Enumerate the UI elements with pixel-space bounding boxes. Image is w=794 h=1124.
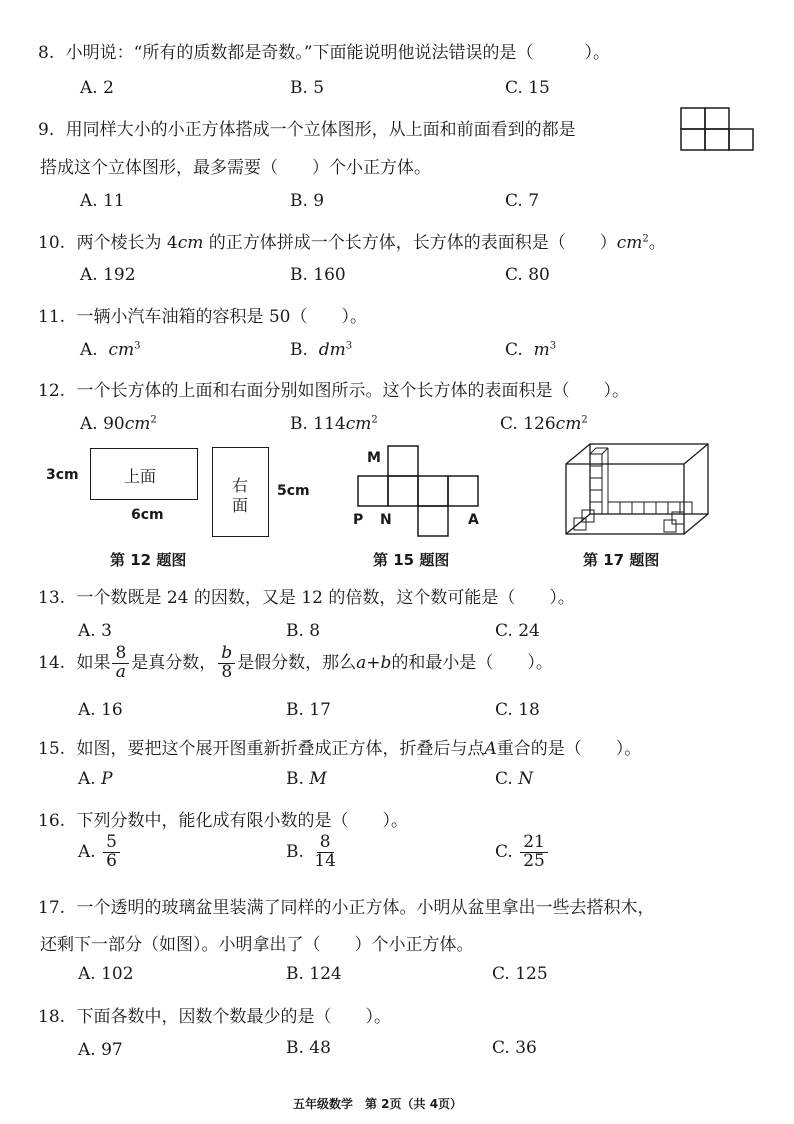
option-b[interactable]: B. M <box>286 769 327 789</box>
cube <box>644 502 656 514</box>
question-stem: 如图，要把这个展开图重新折叠成正方体，折叠后与点A重合的是（ ）。 <box>76 739 642 759</box>
option-b[interactable]: B. 9 <box>290 191 325 211</box>
cube <box>590 502 602 514</box>
question-stem-line2: 搭成这个立体图形，最多需要（ ）个小正方体。 <box>40 158 431 178</box>
option-b[interactable]: B. 160 <box>290 265 346 285</box>
question-stem: 小明说：“所有的质数都是奇数。”下面能说明他说法错误的是（ ）。 <box>65 43 611 63</box>
dim-right-label: 5cm <box>277 483 310 499</box>
option-c[interactable]: C. 125 <box>492 964 548 984</box>
option-c[interactable]: C. $126cm^2$ <box>500 414 588 434</box>
question-stem: 一个长方体的上面和右面分别如图所示。这个长方体的表面积是（ ）。 <box>76 381 629 401</box>
cube <box>590 490 602 502</box>
question-number: 16. <box>38 811 66 831</box>
view-square <box>705 129 729 150</box>
cube-edge <box>602 448 608 454</box>
cube <box>590 478 602 490</box>
fraction-5-6: $\frac{5}{6}$ <box>103 834 120 871</box>
question-stem: 一个数既是 24 的因数，又是 12 的倍数，这个数可能是（ ）。 <box>76 588 575 608</box>
box-front-face <box>566 464 684 534</box>
option-a[interactable]: A. P <box>78 769 113 789</box>
top-face-label: 上面 <box>124 467 157 486</box>
net-square <box>388 446 418 476</box>
view-square <box>681 108 705 129</box>
option-a[interactable]: A. 102 <box>78 964 134 984</box>
question-number: 18. <box>38 1007 66 1027</box>
option-c[interactable]: C. 24 <box>495 621 540 641</box>
cube <box>608 502 620 514</box>
view-square <box>705 108 729 129</box>
question-18 <box>38 1002 391 1027</box>
option-c[interactable]: C. N <box>495 769 534 789</box>
question-stem: 两个棱长为 4cm 的正方体拼成一个长方体，长方体的表面积是（ ）$cm^2$。 <box>76 233 666 253</box>
q9-view-figure <box>680 107 760 153</box>
cube <box>664 520 676 532</box>
question-number: 13. <box>38 588 66 608</box>
net-square <box>418 476 448 506</box>
net-square <box>448 476 478 506</box>
option-a[interactable]: A. 2 <box>80 78 114 98</box>
question-13 <box>38 583 575 608</box>
question-14: 14. 如果 $\frac{8}{a}$ 是真分数， $\frac{b}{8}$ 是假分数，那么a+b的和最小是（ ）。 <box>38 643 553 682</box>
question-16 <box>38 806 408 831</box>
question-number: 11. <box>38 307 66 327</box>
option-c[interactable]: C. 36 <box>492 1038 537 1058</box>
option-c[interactable]: C. 15 <box>505 78 550 98</box>
figure-12-caption: 第 12 题图 <box>110 551 187 569</box>
question-stem-line2: 还剩下一部分（如图）。小明拿出了（ ）个小正方体。 <box>40 935 474 955</box>
option-a[interactable]: A. $cm^3$ <box>80 340 141 360</box>
question-number: 14. <box>38 652 66 673</box>
option-a[interactable]: A. 97 <box>78 1040 123 1060</box>
glass-box-figure <box>560 440 720 540</box>
option-b[interactable]: B. $\frac{8}{14}$ <box>286 834 341 871</box>
question-number: 9. <box>38 120 55 140</box>
view-square <box>681 129 705 150</box>
point-n-label: N <box>380 512 392 528</box>
right-face-label-1: 右 <box>232 476 249 495</box>
option-a[interactable]: A. 11 <box>80 191 125 211</box>
option-b[interactable]: B. 124 <box>286 964 342 984</box>
option-b[interactable]: B. 5 <box>290 78 325 98</box>
cube <box>620 502 632 514</box>
option-a[interactable]: A. 192 <box>80 265 136 285</box>
box-edge <box>684 444 708 464</box>
option-b[interactable]: B. 48 <box>286 1038 331 1058</box>
question-number: 8. <box>38 43 55 63</box>
dim-height-label: 3cm <box>46 467 79 483</box>
box-edge <box>566 444 590 464</box>
figure-17-caption: 第 17 题图 <box>583 551 660 569</box>
question-12 <box>38 376 629 401</box>
cube-edge <box>590 448 596 454</box>
option-c[interactable]: C. 80 <box>505 265 550 285</box>
option-b[interactable]: B. 8 <box>286 621 321 641</box>
question-10 <box>38 228 666 253</box>
view-square <box>729 129 753 150</box>
dim-width-label: 6cm <box>131 507 164 523</box>
option-b[interactable]: B. $dm^3$ <box>290 340 353 360</box>
cube <box>574 518 586 530</box>
option-c[interactable]: C. $m^3$ <box>505 340 557 360</box>
net-square <box>418 506 448 536</box>
question-17 <box>38 893 654 918</box>
question-15 <box>38 734 641 759</box>
question-number: 15. <box>38 739 66 759</box>
option-b[interactable]: B. 17 <box>286 700 331 720</box>
option-c[interactable]: C. 18 <box>495 700 540 720</box>
net-square <box>388 476 418 506</box>
question-number: 12. <box>38 381 66 401</box>
option-c[interactable]: C. $\frac{21}{25}$ <box>495 834 550 871</box>
cube <box>656 502 668 514</box>
point-m-label: M <box>367 450 381 466</box>
question-stem-line1: 一个透明的玻璃盆里装满了同样的小正方体。小明从盆里拿出一些去搭积木， <box>76 898 655 918</box>
cube <box>590 466 602 478</box>
option-c[interactable]: C. 7 <box>505 191 540 211</box>
cube <box>632 502 644 514</box>
question-stem-line1: 用同样大小的小正方体搭成一个立体图形，从上面和前面看到的都是 <box>65 120 576 140</box>
question-stem: 一辆小汽车油箱的容积是 50（ ）。 <box>76 307 367 327</box>
fraction-21-25: $\frac{21}{25}$ <box>520 834 548 871</box>
option-a[interactable]: A. $\frac{5}{6}$ <box>78 834 122 871</box>
fraction-8-over-a: $\frac{8}{a}$ <box>112 645 129 682</box>
option-a[interactable]: A. 16 <box>78 700 123 720</box>
question-stem: 下面各数中，因数个数最少的是（ ）。 <box>76 1007 391 1027</box>
question-11 <box>38 302 367 327</box>
point-a-label: A <box>468 512 479 528</box>
option-a[interactable]: A. $90cm^2$ <box>80 414 157 434</box>
figure-15-caption: 第 15 题图 <box>373 551 450 569</box>
question-number: 17. <box>38 898 66 918</box>
question-8 <box>38 38 610 63</box>
question-stem: 下列分数中，能化成有限小数的是（ ）。 <box>76 811 408 831</box>
net-square <box>358 476 388 506</box>
question-9 <box>38 115 576 140</box>
option-a[interactable]: A. 3 <box>78 621 112 641</box>
page-footer: 五年级数学 第 2页（共 4页） <box>293 1097 463 1111</box>
option-b[interactable]: B. $114cm^2$ <box>290 414 378 434</box>
fraction-b-over-8: $\frac{b}{8}$ <box>218 645 235 682</box>
point-p-label: P <box>353 512 364 528</box>
box-edge <box>684 514 708 534</box>
question-number: 10. <box>38 233 66 253</box>
fraction-8-14: $\frac{8}{14}$ <box>314 832 336 871</box>
right-face-label-2: 面 <box>232 496 249 515</box>
